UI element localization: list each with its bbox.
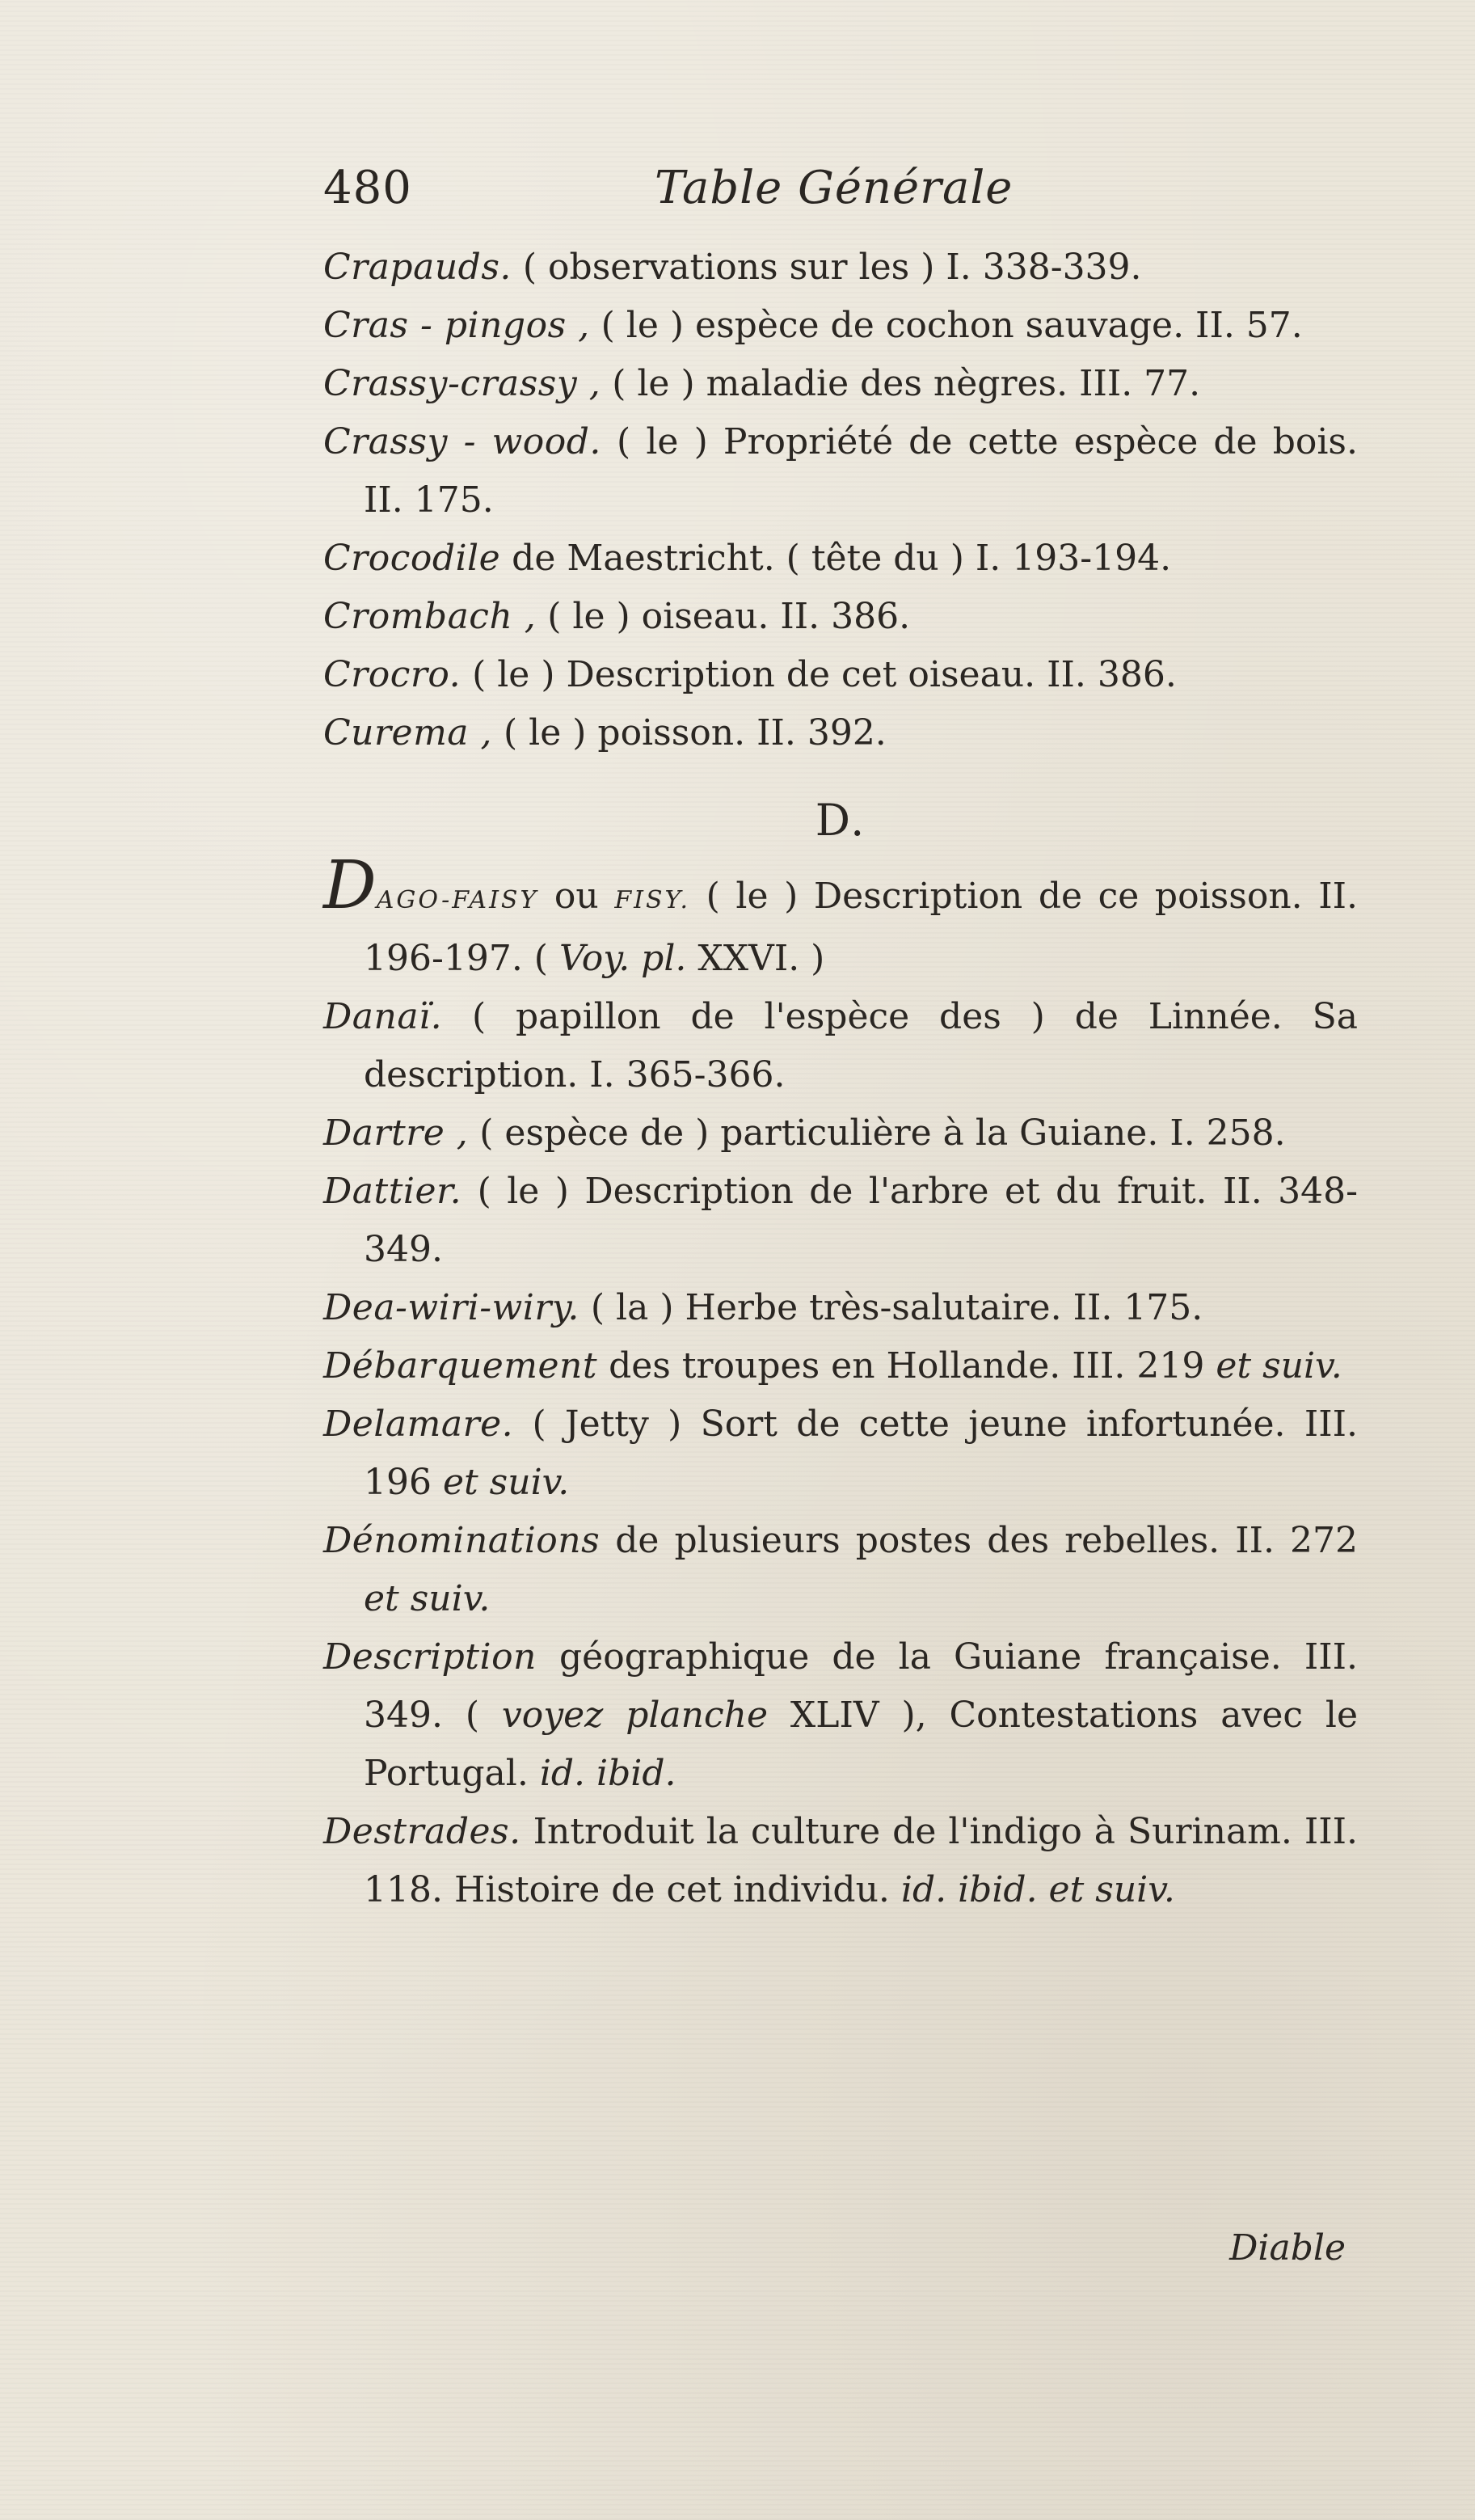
index-entry [323,1279,1358,1337]
entry-headword: Dattier. [323,1171,462,1212]
entry-text: ( espèce de ) particulière à la Guiane. I. 258. [468,1112,1286,1154]
entry-reference: Voy. pl. [558,938,687,979]
entry-headword: Cras - pingos , [323,305,590,346]
catchword: Diable [1229,2227,1346,2269]
index-entry [323,988,1358,1104]
index-entry [323,1395,1358,1512]
index-entry [323,1104,1358,1163]
index-entry [323,1512,1358,1628]
entry-text: géographique de la Guiane française. III. 349. ( [364,1636,1358,1736]
entry-reference: id. ibid. [539,1753,676,1794]
entry-headword: Débarquement [323,1345,598,1387]
entry-headword: Dénominations [323,1520,601,1561]
entry-text: ( la ) Herbe très-salutaire. II. 175. [579,1287,1203,1328]
entry-headword: Curema , [323,712,493,753]
entry-text: XLIV ), Contestations avec le Portugal. [364,1695,1359,1794]
index-entry [323,413,1358,530]
page-header [323,162,1374,226]
index-entry [323,588,1358,646]
entry-headword: Crassy-crassy , [323,363,601,404]
entry-reference: et suiv. [442,1462,570,1503]
index-entry [323,355,1358,413]
index-entries [323,238,1358,1919]
entry-text: ( papillon de l'espèce des ) de Linnée. Sa description. I. 365-366. [364,996,1358,1095]
entry-text: XXVI. ) [686,938,825,979]
index-entry [323,1337,1358,1395]
entry-reference: et suiv. [1216,1345,1342,1387]
entry-text: ou [538,876,615,917]
entry-text: ( Jetty ) Sort de cette jeune infortunée. III. 196 [364,1404,1358,1503]
entry-text: ( le ) Description de cet oiseau. II. 386. [461,654,1177,695]
entry-headword: Destrades. [323,1811,521,1852]
entry-text: ( le ) Propriété de cette espèce de bois. II. 175. [364,421,1358,521]
entry-headword: Danaï. [323,996,443,1037]
entry-headword-variant: FISY. [614,886,691,914]
page-number: 480 [323,162,412,214]
index-entry [323,530,1358,588]
entry-text: ( le ) espèce de cochon sauvage. II. 57. [589,305,1303,346]
entry-text: ( le ) maladie des nègres. III. 77. [601,363,1201,404]
entry-headword: Dartre , [323,1112,469,1154]
entry-text: de Maestricht. ( tête du ) I. 193-194. [500,538,1172,579]
entry-text: Introduit la culture de l'indigo à Surinam. III. 118. Histoire de cet individu. [364,1811,1358,1910]
index-entry [323,704,1358,762]
entry-headword: Crombach , [323,596,537,637]
entry-text: ( le ) Description de l'arbre et du fruit. II. 348-349. [364,1171,1358,1270]
running-head: Table Générale [655,162,1014,214]
drop-cap: D [323,847,377,924]
entry-reference: voyez planche [501,1695,769,1736]
entry-headword: Crassy - wood. [323,421,601,462]
index-entry [323,1163,1358,1279]
index-entry [323,1628,1358,1803]
entry-headword: Crapauds. [323,247,512,288]
entry-headword: Delamare. [323,1404,514,1445]
section-letter: D. [815,795,866,846]
index-entry [323,1803,1358,1919]
entry-headword: Crocodile [323,538,501,579]
entry-text: des troupes en Hollande. III. 219 [597,1345,1216,1387]
index-entry-dago [323,847,1358,988]
entry-headword: Description [323,1636,537,1678]
entry-text: ( le ) oiseau. II. 386. [536,596,911,637]
entry-text: ( le ) Description de ce poisson. II. 196-197. ( [364,876,1358,979]
entry-text: ( observations sur les ) I. 338-339. [511,247,1142,288]
index-entry [323,646,1358,704]
entry-text: ( le ) poisson. II. 392. [492,712,887,753]
entry-reference: id. ibid. et suiv. [900,1869,1175,1910]
entry-headword: Crocro. [323,654,461,695]
entry-text: de plusieurs postes des rebelles. II. 272 [600,1520,1358,1561]
entry-headword: AGO-FAISY [376,886,539,914]
index-entry [323,238,1358,297]
index-entry [323,297,1358,355]
entry-headword: Dea-wiri-wiry. [323,1287,579,1328]
entry-reference: et suiv. [364,1578,491,1619]
